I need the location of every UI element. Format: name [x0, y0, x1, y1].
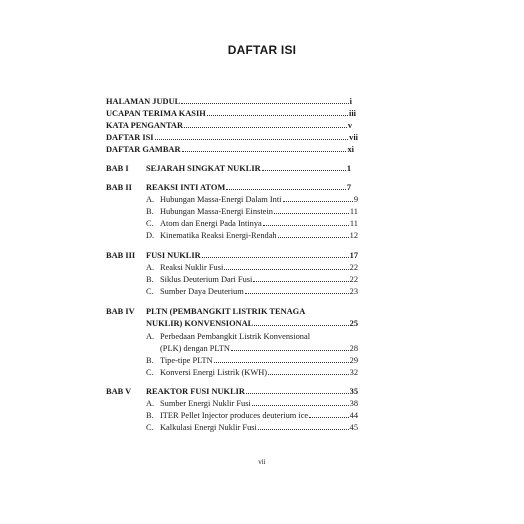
toc-label: ITER Pellet Injector produces deuterium ice [160, 411, 309, 420]
dot-leader [263, 225, 349, 226]
toc-front-daftar-gambar [106, 144, 354, 155]
toc-label: Kalkulasi Energi Nuklir Fusi [160, 423, 257, 432]
item-label-line1: Perbedaan Pembangkit Listrik Konvensional [160, 332, 311, 341]
chapter-number: BAB I [106, 164, 129, 173]
item-letter: B. [146, 411, 154, 420]
toc-page-number: 29 [349, 356, 358, 365]
toc-label: FUSI NUKLIR [146, 251, 201, 260]
toc-label: KATA PENGANTAR [106, 121, 184, 130]
toc-label: Reaksi Nuklir Fusi [160, 263, 224, 272]
toc-page-number: v [347, 121, 352, 130]
toc-page-number: 1 [346, 164, 351, 173]
toc-label: Sumber Daya Deuterium [160, 287, 244, 296]
dot-leader [226, 189, 346, 190]
dot-leader [202, 257, 349, 258]
chapter-number: BAB V [106, 387, 132, 396]
item-letter: A. [146, 195, 155, 204]
toc-page-number: 9 [353, 195, 358, 204]
toc-item [160, 206, 358, 217]
item-letter: A. [146, 332, 155, 341]
toc-item [160, 355, 358, 366]
toc-label: REAKTOR FUSI NUKLIR [146, 387, 245, 396]
toc-item [160, 218, 358, 229]
page-footer-number: vii [258, 458, 266, 466]
item-letter: B. [146, 356, 154, 365]
toc-page-number: 11 [349, 207, 358, 216]
dot-leader [262, 170, 346, 171]
toc-front-kata-pengantar [106, 120, 352, 131]
dot-leader [274, 213, 349, 214]
toc-page-number: 32 [349, 368, 358, 377]
toc-chapter-4 [146, 318, 358, 329]
toc-page-number: 23 [349, 287, 358, 296]
toc-page-number: 38 [349, 399, 358, 408]
dot-leader [254, 325, 348, 326]
toc-page-number: i [349, 97, 352, 106]
dot-leader [182, 151, 347, 152]
toc-page-number: iii [349, 109, 356, 118]
toc-label: Sumber Energi Nuklir Fusi [160, 399, 251, 408]
item-letter: D. [146, 231, 155, 240]
chapter-title-line1: PLTN (PEMBANGKIT LISTRIK TENAGA [146, 307, 306, 316]
chapter-number: BAB IV [106, 307, 135, 316]
page-title: DAFTAR ISI [227, 43, 297, 57]
toc-chapter-3 [146, 250, 358, 261]
toc-item [160, 422, 358, 433]
toc-label: UCAPAN TERIMA KASIH [106, 109, 206, 118]
item-letter: C. [146, 368, 154, 377]
dot-leader [309, 417, 348, 418]
dot-leader [278, 237, 349, 238]
toc-label: Tipe-tipe PLTN [160, 356, 213, 365]
toc-front-daftar-isi [106, 132, 358, 143]
item-letter: B. [146, 207, 154, 216]
toc-item [160, 194, 358, 205]
toc-label: DAFTAR GAMBAR [106, 145, 181, 154]
toc-item [160, 343, 358, 354]
item-letter: C. [146, 219, 154, 228]
toc-page-number: 11 [349, 219, 358, 228]
dot-leader [224, 269, 348, 270]
toc-page-number: 17 [349, 251, 358, 260]
dot-leader [181, 103, 348, 104]
toc-chapter-5 [146, 386, 358, 397]
toc-label: Kinematika Reaksi Energi-Rendah [160, 231, 277, 240]
toc-page-number: xi [347, 145, 354, 154]
toc-page-number: vii [349, 133, 358, 142]
toc-chapter-1 [146, 163, 351, 174]
item-letter: C. [146, 287, 154, 296]
chapter-number: BAB II [106, 183, 132, 192]
toc-page-number: 35 [349, 387, 358, 396]
toc-page-number: 44 [349, 411, 358, 420]
toc-item [160, 286, 358, 297]
toc-label: HALAMAN JUDUL [106, 97, 181, 106]
toc-label: (PLK) dengan PLTN [160, 344, 230, 353]
toc-page-number: 12 [349, 231, 358, 240]
toc-item [160, 262, 358, 273]
item-letter: C. [146, 423, 154, 432]
toc-page-number: 22 [349, 275, 358, 284]
dot-leader [258, 429, 349, 430]
toc-page-number: 28 [349, 344, 358, 353]
toc-item [160, 274, 358, 285]
dot-leader [268, 374, 349, 375]
toc-front-ucapan [106, 108, 356, 119]
dot-leader [246, 393, 349, 394]
dot-leader [155, 139, 349, 140]
toc-label: Siklus Deuterium Dari Fusi [160, 275, 253, 284]
toc-label: Atom dan Energi Pada Intinya [160, 219, 262, 228]
toc-label: Hubungan Massa-Energi Einstein [160, 207, 273, 216]
toc-label: REAKSI INTI ATOM [146, 183, 226, 192]
toc-page-number: 45 [349, 423, 358, 432]
toc-chapter-2 [146, 182, 351, 193]
dot-leader [283, 201, 353, 202]
dot-leader [184, 127, 347, 128]
toc-page-number: 25 [349, 319, 358, 328]
toc-item [160, 367, 358, 378]
dot-leader [207, 115, 348, 116]
toc-page-number: 7 [346, 183, 351, 192]
dot-leader [245, 293, 349, 294]
dot-leader [214, 362, 349, 363]
toc-item [160, 398, 358, 409]
toc-item [160, 230, 358, 241]
item-letter: B. [146, 275, 154, 284]
item-letter: A. [146, 399, 155, 408]
toc-item [160, 410, 358, 421]
toc-label: DAFTAR ISI [106, 133, 154, 142]
dot-leader [252, 405, 349, 406]
toc-page-number: 22 [349, 263, 358, 272]
dot-leader [231, 350, 349, 351]
toc-label: Konversi Energi Listrik (KWH) [160, 368, 268, 377]
toc-label: NUKLIR) KONVENSIONAL [146, 319, 254, 328]
toc-label: Hubungan Massa-Energi Dalam Inti [160, 195, 282, 204]
toc-front-halaman-judul [106, 96, 352, 107]
item-letter: A. [146, 263, 155, 272]
chapter-number: BAB III [106, 251, 136, 260]
dot-leader [253, 281, 348, 282]
toc-label: SEJARAH SINGKAT NUKLIR [146, 164, 261, 173]
